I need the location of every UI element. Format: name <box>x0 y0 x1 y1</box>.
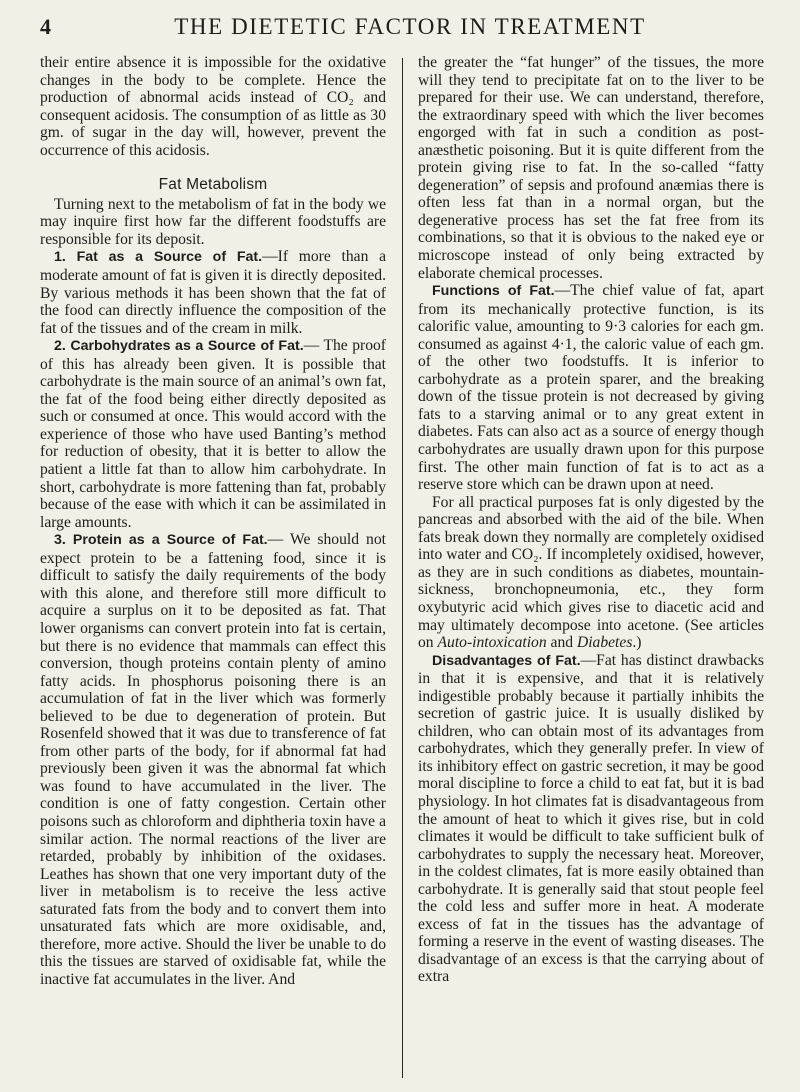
column-divider <box>402 58 403 1078</box>
page-number: 4 <box>40 14 51 39</box>
item-protein-as-source-of-fat <box>40 531 386 988</box>
digestion-text: For all practical purposes fat is only digested by the pancreas and absorbed with the aid of the bile. When fats break down they normally are completely oxidised into water and CO₂. If incompletely oxidised, however, as they are in such conditions as diabetes, mountain-sickness, bronchopneumonia, etc., they form oxybutyric acid which gives rise to diacetic acid and may ultimately decompose into acetone. (See articles on <box>418 493 764 652</box>
auto-intoxication-reference: Auto-intoxication <box>437 634 547 652</box>
item1-text: —If more than a moderate amount of fat is given it is directly deposited. By various methods it has been shown that the fat of the food can directly influence the composition of the fat of the tissues and of the cream in milk. <box>40 248 386 337</box>
section-intro-paragraph: Turning next to the metabolism of fat in the body we may inquire first how far the different foodstuffs are responsible for its deposit. <box>40 195 386 248</box>
left-column <box>40 54 386 1084</box>
digestion-paragraph <box>418 494 764 652</box>
page-header <box>40 14 760 46</box>
item1-heading: 1. Fat as a Source of Fat. <box>54 249 263 266</box>
item-fat-as-source-of-fat <box>40 248 386 337</box>
functions-text: —The chief value of fat, apart from its mechanically protective function, is its calorific value, amounting to 9·3 calories for each gm. consumed as against 4·1, the caloric value of each gm. of the other two foodstuffs. It is inferior to carbohydrate as a protein sparer, and the breaking down of the tissue protein is not decreased by giving fats to a starving animal or to any great extent in diabetes. Fats can also act as a source of energy though carbohydrates are usually drawn upon for this purpose first. The other main function of fat is to act as a reserve store which can be drawn upon at need. <box>418 282 765 494</box>
item2-text: — The proof of this has already been given. It is possible that carbohydrate is the main source of an animal’s own fat, the fat of the food being either directly deposited as such or consumed at once. This would accord with the experience of those who have used Banting’s method for reduction of obesity, that it is better to allow the patient a little fat than to allow him carbohydrate. In short, carbohydrate is more fattening than fat, probably because of the ease with which it can be assimilated in large amounts. <box>40 337 386 531</box>
running-title: THE DIETETIC FACTOR IN TREATMENT <box>174 14 646 39</box>
section-heading-fat-metabolism: Fat Metabolism <box>158 176 268 194</box>
digestion-end: .) <box>632 634 642 652</box>
functions-heading: Functions of Fat. <box>432 283 555 300</box>
item3-text: — We should not expect protein to be a fattening food, since it is difficult to satisfy the daily requirements of the body with this alone, and therefore still more difficult to acquire a surplus on it to be deposited as fat. That lower organisms can convert protein into fat is certain, but there is no evidence that mammals can effect this conversion, though proteins contain plenty of amino fatty acids. In phosphorus poisoning there is an accumulation of fat in the liver which was formerly believed to be due to degeneration of protein. But Rosenfeld showed that it was due to transference of fat from other parts of the body, for if abnormal fat had previously been given it was the abnormal fat which was found to have accumulated in the liver. The condition is one of fatty congestion. Certain other poisons such as chloroform and diphtheria toxin have a similar action. The normal reactions of the liver are retarded, probably by inhibition of the oxidases. Leathes has shown that one very important duty of the liver in metabolism is to receive the less active saturated fats from the body and to convert them into unsaturated fats which are more oxidisable, and, therefore, more active. Should the liver be unable to do this the tissues are starved of oxidisable fat, while the inactive fat accumulates in the liver. And <box>40 531 386 988</box>
right-column <box>418 54 764 1084</box>
item3-heading: 3. Protein as a Source of Fat. <box>54 532 268 549</box>
disadvantages-text: —Fat has distinct drawbacks in that it is expensive, and that it is relatively indigestible probably because it partially inhibits the secretion of gastric juice. It is usually disliked by children, who can obtain most of its advantages from carbohydrates, which they generally prefer. In view of its inhibitory effect on gastric secretion, it may be good moral discipline to force a child to eat fat, but it is bad physiology. In hot climates fat is disadvantageous from the amount of heat to which it gives rise, but in cold climates it would be difficult to take sufficient bulk of carbohydrates to supply the necessary heat. Moreover, in the coldest climates, fat is more easily obtained than carbohydrate. It is generally said that stout people feel the cold less and suffer more in heat. A moderate excess of fat in the tissues has the advantage of forming a reserve in the event of wasting diseases. The disadvantage of an excess is that the carrying about of extra <box>418 651 764 986</box>
digestion-and: and <box>546 634 577 652</box>
functions-of-fat-paragraph <box>418 282 764 494</box>
diabetes-reference: Diabetes <box>576 634 633 652</box>
item-carbohydrates-as-source-of-fat <box>40 337 386 531</box>
disadvantages-of-fat-paragraph <box>418 652 764 986</box>
continuation-paragraph: the greater the “fat hunger” of the tissues, the more will they tend to precipitate fat on to the liver to be prepared for their use. We can understand, therefore, the extraordinary speed with which the liver becomes engorged with fat in such a condition as post-anæsthetic poisoning. But it is quite different from the protein giving rise to fat. In the so-called “fatty degeneration” of sepsis and profound anæmias there is often less fat than in a normal organ, but the degenerative process has set the fat free from its combinations, so that it is obvious to the naked eye or microscope instead of only being extracted by elaborate chemical processes. <box>418 54 764 282</box>
text-columns <box>40 54 764 1084</box>
intro-paragraph: their entire absence it is impossible for the oxidative changes in the body to be complete. Hence the production of abnormal acids instead of CO₂ and consequent acidosis. The consumption of as little as 30 gm. of sugar in the day will, however, prevent the occurrence of this acidosis. <box>40 54 386 159</box>
item2-heading: 2. Carbohydrates as a Source of Fat. <box>54 338 304 355</box>
disadvantages-heading: Disadvantages of Fat. <box>432 652 581 669</box>
